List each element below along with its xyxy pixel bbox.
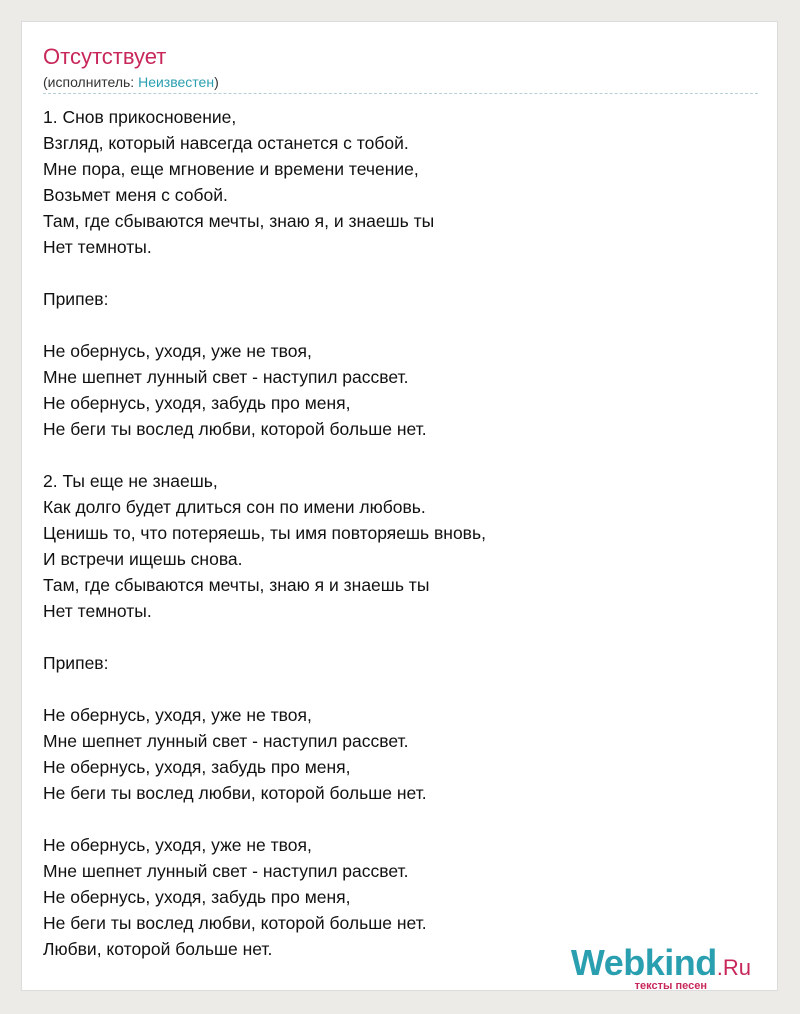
title-divider (43, 93, 758, 94)
lyric-line: Мне пора, еще мгновение и времени течение, (43, 159, 419, 179)
lyric-line: Как долго будет длиться сон по имени любовь. (43, 497, 426, 517)
artist-line (43, 73, 219, 91)
lyric-line: Не обернусь, уходя, забудь про меня, (43, 887, 351, 907)
lyric-line: Там, где сбываются мечты, знаю я и знаешь ты (43, 575, 430, 595)
lyric-line: Ценишь то, что потеряешь, ты имя повторяешь вновь, (43, 523, 486, 543)
lyric-line: Припев: (43, 653, 109, 673)
lyric-line: Нет темноты. (43, 601, 152, 621)
lyric-line: 2. Ты еще не знаешь, (43, 471, 218, 491)
lyric-line: Любви, которой больше нет. (43, 939, 273, 959)
lyric-line: Не обернусь, уходя, уже не твоя, (43, 835, 312, 855)
lyrics-body (43, 104, 758, 962)
lyric-line: Не беги ты вослед любви, которой больше нет. (43, 419, 427, 439)
lyric-line (43, 442, 758, 468)
song-title: Отсутствует (43, 44, 167, 69)
lyric-line: Мне шепнет лунный свет - наступил рассвет. (43, 367, 409, 387)
site-logo[interactable] (551, 942, 751, 995)
lyric-line: Не обернусь, уходя, уже не твоя, (43, 341, 312, 361)
lyric-line (43, 312, 758, 338)
lyric-line (43, 676, 758, 702)
lyric-line: Мне шепнет лунный свет - наступил рассвет. (43, 731, 409, 751)
logo-main-text: Webkind (570, 942, 717, 983)
lyric-line: Взгляд, который навсегда останется с тобой. (43, 133, 409, 153)
lyric-line: Не обернусь, уходя, забудь про меня, (43, 393, 351, 413)
logo-tagline: тексты песен (634, 980, 707, 992)
artist-suffix: ) (214, 74, 219, 90)
lyric-line: Не беги ты вослед любви, которой больше нет. (43, 913, 427, 933)
lyric-line: Припев: (43, 289, 109, 309)
lyric-line: Возьмет меня с собой. (43, 185, 228, 205)
artist-link[interactable]: Неизвестен (138, 74, 215, 90)
lyric-line: Не обернусь, уходя, забудь про меня, (43, 757, 351, 777)
lyric-line: Мне шепнет лунный свет - наступил рассвет. (43, 861, 409, 881)
lyric-line: Не беги ты вослед любви, которой больше нет. (43, 783, 427, 803)
lyric-line: И встречи ищешь снова. (43, 549, 243, 569)
lyric-line (43, 624, 758, 650)
lyric-line: Нет темноты. (43, 237, 152, 257)
lyric-line: 1. Снов прикосновение, (43, 107, 237, 127)
logo-suffix-text: .Ru (716, 955, 751, 980)
song-card (21, 21, 778, 991)
lyric-line (43, 260, 758, 286)
lyric-line: Там, где сбываются мечты, знаю я, и знаешь ты (43, 211, 435, 231)
artist-prefix: (исполнитель: (43, 74, 139, 90)
lyric-line (43, 806, 758, 832)
lyric-line: Не обернусь, уходя, уже не твоя, (43, 705, 312, 725)
